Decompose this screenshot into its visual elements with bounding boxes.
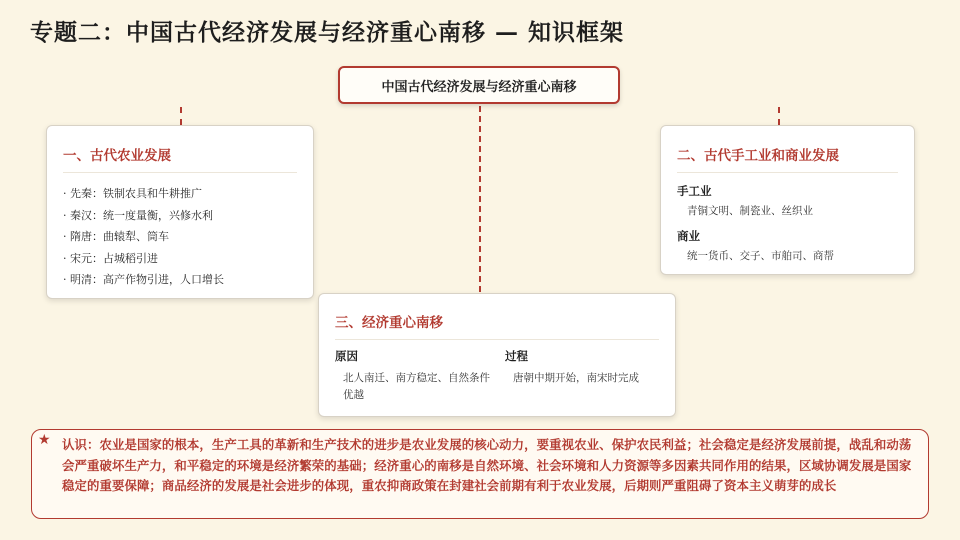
commerce-text: 统一货币、交子、市舶司、商帮 bbox=[687, 250, 834, 262]
commerce-title: 二、古代手工业和商业发展 bbox=[677, 148, 839, 164]
shift-title: 三、经济重心南移 bbox=[335, 315, 443, 331]
connector-center bbox=[479, 106, 481, 292]
commerce-heading: 商业 bbox=[677, 229, 700, 243]
center-node: 中国古代经济发展与经济重心南移 bbox=[338, 66, 620, 104]
process-heading: 过程 bbox=[505, 349, 528, 363]
commerce-card bbox=[660, 125, 915, 275]
list-item: · 明清：高产作物引进，人口增长 bbox=[63, 273, 224, 286]
handicraft-heading: 手工业 bbox=[677, 184, 712, 198]
agriculture-title: 一、古代农业发展 bbox=[63, 148, 171, 164]
commerce-divider bbox=[677, 172, 898, 173]
cause-heading: 原因 bbox=[335, 349, 358, 363]
shift-divider bbox=[335, 339, 659, 340]
shift-card bbox=[318, 293, 676, 417]
agriculture-list bbox=[63, 183, 297, 291]
cause-text: 北人南迁、南方稳定、自然条件优越 bbox=[343, 372, 490, 401]
list-item: · 隋唐：曲辕犁、筒车 bbox=[63, 230, 169, 243]
agriculture-card bbox=[46, 125, 314, 299]
insight-box bbox=[31, 429, 929, 519]
process-text: 唐朝中期开始，南宋时完成 bbox=[513, 372, 639, 384]
list-item: · 秦汉：统一度量衡，兴修水利 bbox=[63, 208, 213, 222]
list-item: · 宋元：占城稻引进 bbox=[63, 251, 158, 265]
connector-left bbox=[180, 107, 182, 125]
page-title: 专题二：中国古代经济发展与经济重心南移 — 知识框架 bbox=[30, 19, 625, 46]
connector-right bbox=[778, 107, 780, 125]
star-icon: ★ bbox=[38, 432, 51, 448]
list-item: · 先秦：铁制农具和牛耕推广 bbox=[63, 187, 202, 200]
handicraft-text: 青铜文明、制瓷业、丝织业 bbox=[687, 205, 813, 217]
insight-text: 认识：农业是国家的根本，生产工具的革新和生产技术的进步是农业发展的核心动力，要重视农业、保护农民利益；社会稳定是经济发展前提，战乱和动荡会严重破坏生产力，和平稳定的环境是经济繁荣的基础；经济重心的南移是自然环境、社会环境和人力资源等多因素共同作用的结果，区域协调发展是国家稳定的重要保障；商品经济的发展是社会进步的体现，重农抑商政策在封建社会前期有利于农业发展，后期则严重阻碍了资本主义萌芽的成长 bbox=[62, 437, 912, 493]
agriculture-divider bbox=[63, 172, 297, 173]
